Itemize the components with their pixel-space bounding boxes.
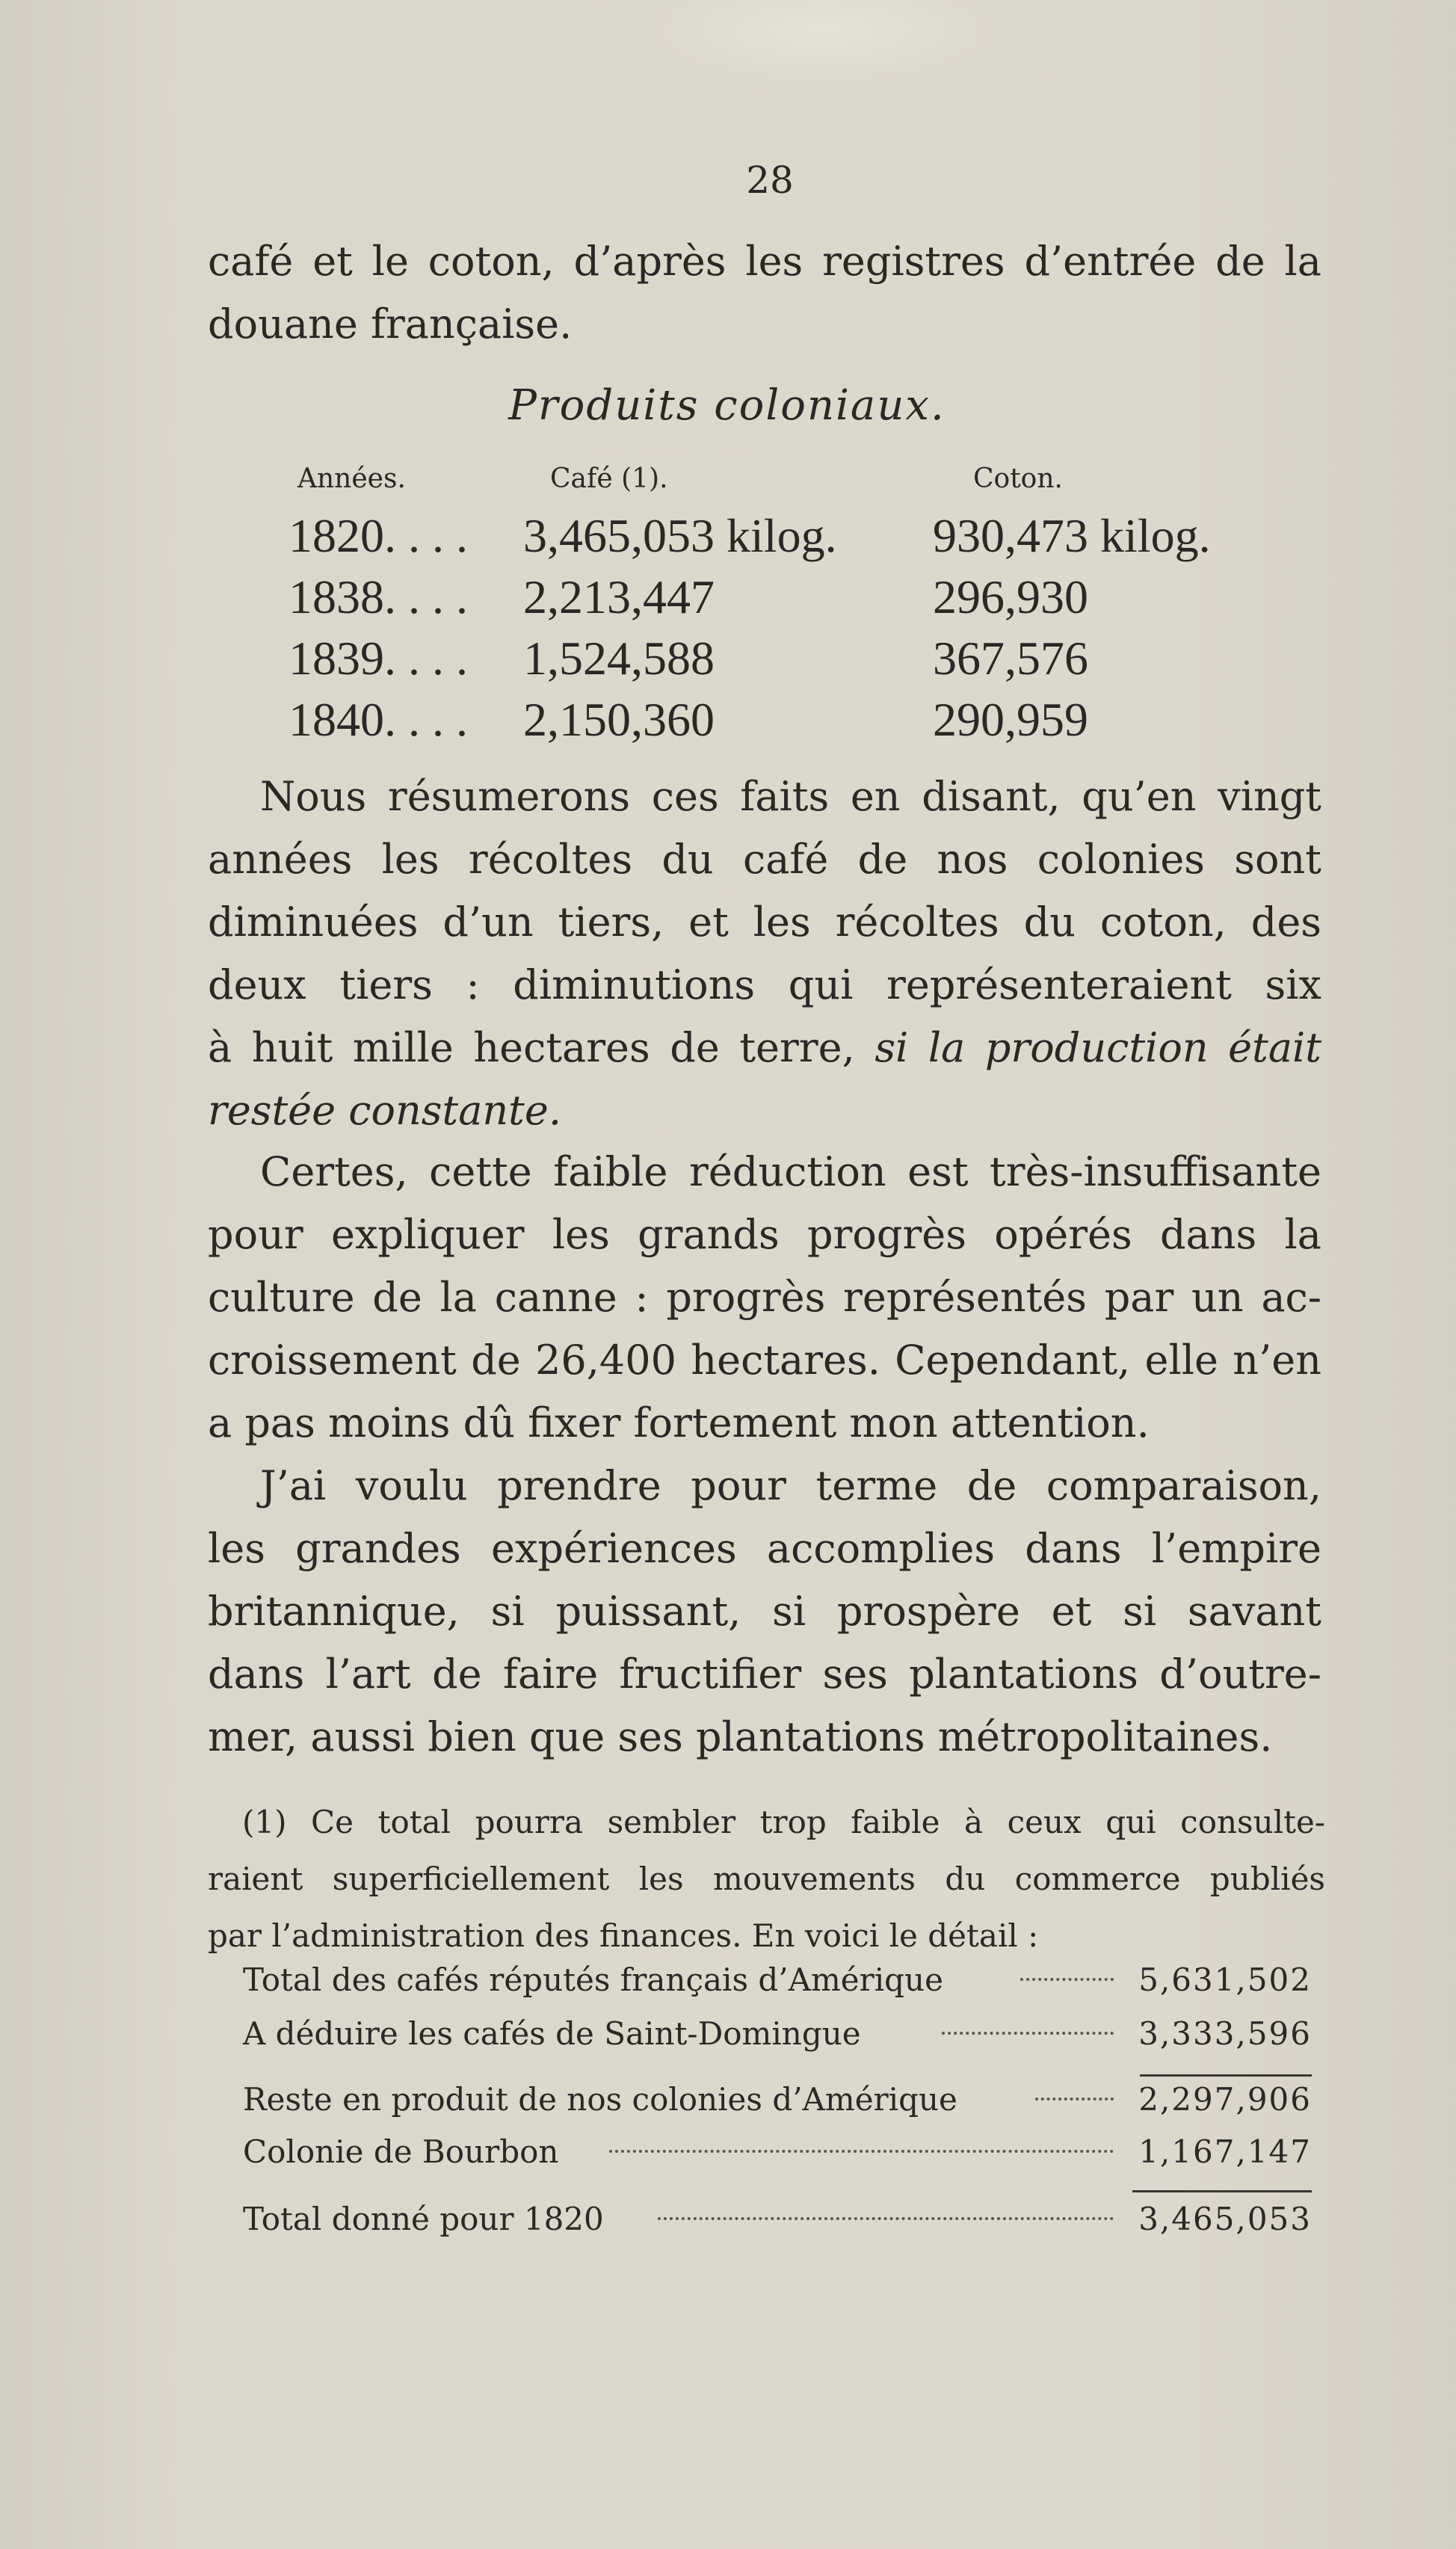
coton-cell: 367,576 [933,632,1088,685]
coton-cell: 290,959 [933,693,1088,746]
footnote-line: raient superficiellement les mouvements du commerce publiés [208,1861,1325,1897]
text-line: pour expliquer les grands progrès opérés dans la [208,1211,1321,1258]
text-line: les grandes expériences accomplies dans l’empire [208,1525,1321,1572]
footnote [208,1794,1325,1964]
detail-value: 2,297,906 [1138,2081,1312,2118]
intro-paragraph [208,230,1321,356]
cafe-cell: 2,150,360 [523,693,715,746]
detail-label: Reste en produit de nos colonies d’Amérique [243,2081,957,2118]
table-row [0,570,1420,632]
footnote-line: (1) Ce total pourra sembler trop faible à ceux qui consulte- [242,1804,1325,1840]
text-line: douane française. [208,300,573,348]
paragraph-summary [208,765,1321,1142]
year-cell: 1820. . . . [289,509,468,562]
detail-row [243,2015,1312,2062]
cafe-cell: 1,524,588 [523,632,715,685]
cafe-cell: 3,465,053 kilog. [523,509,837,562]
detail-label: Total donné pour 1820 [243,2201,604,2237]
leader-dots [609,2150,1114,2153]
detail-row [243,1961,1312,2008]
italic-text: si la production était [874,1024,1321,1071]
detail-label: Total des cafés réputés français d’Amérique [243,1961,943,1998]
text-line: Nous résumerons ces faits en disant, qu’en vingt [260,773,1321,820]
detail-row [243,2133,1312,2180]
text-line: J’ai voulu prendre pour terme de comparaison, [260,1462,1321,1509]
text-line: diminuées d’un tiers, et les récoltes du coton, des [208,899,1321,946]
detail-value: 5,631,502 [1138,1961,1312,1998]
detail-value: 1,167,147 [1138,2133,1312,2170]
detail-row [243,2201,1312,2247]
detail-value: 3,333,596 [1138,2015,1312,2052]
text-line: a pas moins dû fixer fortement mon attention. [208,1399,1150,1446]
text-run: à huit mille hectares de terre, [208,1024,875,1071]
text-line: Certes, cette faible réduction est très-insuffisante [260,1148,1321,1195]
text-line: années les récoltes du café de nos colonies sont [208,836,1321,883]
text-line: croissement de 26,400 hectares. Cependant, elle n’en [208,1337,1321,1384]
sum-rule [1140,2074,1312,2077]
column-header-coton: Coton. [973,463,1063,494]
year-cell: 1838. . . . [289,570,468,623]
detail-label: Colonie de Bourbon [243,2133,559,2170]
text-line: dans l’art de faire fructifier ses plantations d’outre- [208,1650,1321,1698]
page-number: 28 [746,158,794,202]
text-line [208,1017,1321,1079]
text-line: britannique, si puissant, si prospère et si savant [208,1588,1321,1635]
cafe-cell: 2,213,447 [523,570,715,623]
leader-dots [1020,1978,1114,1981]
coton-cell: 930,473 kilog. [933,509,1211,562]
table-row [0,692,1420,755]
year-cell: 1839. . . . [289,632,468,685]
paragraph-comparison [208,1455,1321,1769]
column-header-years: Années. [297,463,406,494]
leader-dots [942,2032,1114,2035]
footnote-line: par l’administration des finances. En voici le détail : [208,1917,1039,1954]
table-row [0,631,1420,694]
detail-value: 3,465,053 [1138,2201,1312,2237]
table-row [0,508,1420,571]
sum-rule [1132,2190,1312,2192]
coton-cell: 296,930 [933,570,1088,623]
detail-row [243,2081,1312,2127]
leader-dots [658,2217,1114,2220]
paragraph-reduction [208,1141,1321,1455]
leader-dots [1035,2098,1114,2100]
text-line: mer, aussi bien que ses plantations métropolitaines. [208,1713,1273,1760]
section-title: Produits coloniaux. [508,381,946,430]
text-line: café et le coton, d’après les registres d’entrée de la [208,238,1321,285]
year-cell: 1840. . . . [289,693,468,746]
text-line: culture de la canne : progrès représentés par un ac- [208,1274,1321,1321]
column-header-cafe: Café (1). [550,463,668,494]
text-line: deux tiers : diminutions qui représenteraient six [208,961,1321,1008]
detail-label: A déduire les cafés de Saint-Domingue [243,2015,861,2052]
italic-text: restée constante. [208,1087,562,1134]
